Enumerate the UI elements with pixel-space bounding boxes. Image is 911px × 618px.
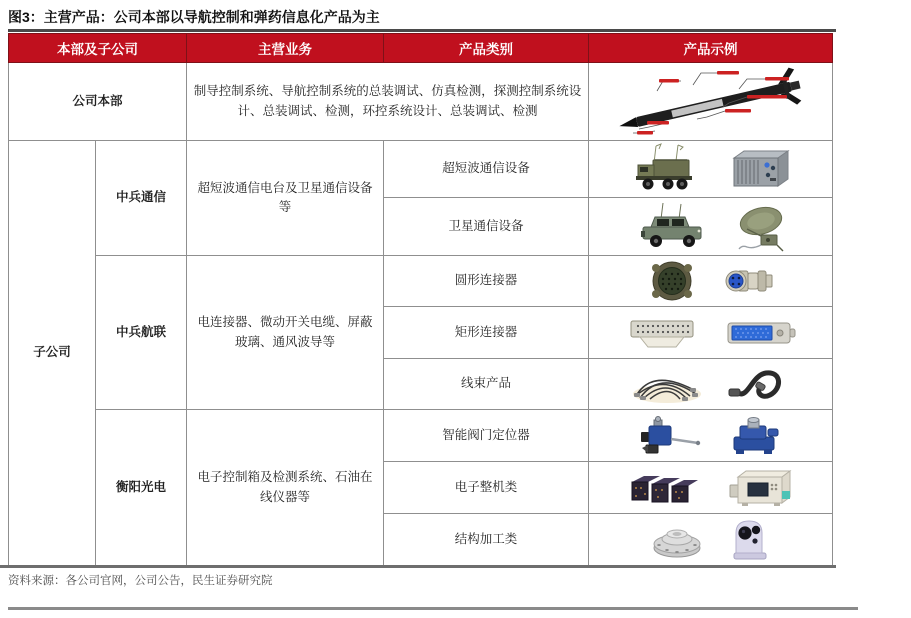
- group-business-hengyangguangdian: 电子控制箱及检测系统、石油在线仪器等: [187, 410, 384, 566]
- example-cell: [589, 307, 833, 359]
- hq-business-cell: 制导控制系统、导航控制系统的总装调试、仿真检测，探测控制系统设计、总装调试、检测，环控系统设计、总装调试、检测: [187, 63, 589, 141]
- header-entity: 本部及子公司: [9, 34, 187, 63]
- camera-housing-icon: [726, 517, 772, 563]
- category-cell: 卫星通信设备: [384, 198, 589, 256]
- example-cell: [589, 256, 833, 307]
- category-cell: 电子整机类: [384, 462, 589, 514]
- header-example: 产品示例: [589, 34, 833, 63]
- example-cell: [589, 514, 833, 566]
- products-table: [8, 33, 833, 566]
- category-cell: 智能阀门定位器: [384, 410, 589, 462]
- category-cell: 圆形连接器: [384, 256, 589, 307]
- subsidiary-span-cell: 子公司: [9, 141, 96, 566]
- example-cell: [589, 198, 833, 256]
- example-cell: [589, 359, 833, 410]
- table-row: [9, 141, 833, 198]
- radio-chassis-icon: [726, 146, 796, 192]
- cable-assembly-icon: [726, 363, 792, 405]
- valve-assembly-icon: [726, 415, 784, 457]
- example-cell: [589, 462, 833, 514]
- table-row: [9, 410, 833, 462]
- header-category: 产品类别: [384, 34, 589, 63]
- table-header-row: [9, 34, 833, 63]
- comm-truck-icon: [626, 143, 704, 195]
- valve-positioner-icon: [638, 414, 704, 458]
- circular-connector-small-icon: [720, 263, 776, 299]
- footer-divider: [8, 607, 858, 610]
- table-bottom-divider: [0, 565, 836, 568]
- instrument-box-icon: [724, 465, 798, 511]
- figure-title: 图3：主营产品：公司本部以导航控制和弹药信息化产品为主: [8, 9, 380, 25]
- machined-part-icon: [650, 519, 704, 561]
- rect-connector-blue-icon: [722, 316, 798, 350]
- source-note: 资料来源：各公司官网，公司公告，民生证券研究院: [8, 575, 273, 587]
- satellite-dish-icon: [733, 201, 791, 253]
- example-cell: [589, 410, 833, 462]
- category-cell: 矩形连接器: [384, 307, 589, 359]
- circular-connector-large-icon: [646, 258, 698, 304]
- table-row: [9, 256, 833, 307]
- missile-diagram-icon: [597, 67, 825, 137]
- group-name-zhongbinghanglian: 中兵航联: [96, 256, 187, 410]
- wire-harness-icon: [630, 364, 704, 404]
- category-cell: 超短波通信设备: [384, 141, 589, 198]
- electronic-modules-icon: [624, 468, 702, 508]
- hq-entity-cell: 公司本部: [9, 63, 187, 141]
- group-business-zhongbinghanglian: 电连接器、微动开关电缆、屏蔽玻璃、通风波导等: [187, 256, 384, 410]
- group-name-zhongbingtongxin: 中兵通信: [96, 141, 187, 256]
- category-cell: 线束产品: [384, 359, 589, 410]
- group-business-zhongbingtongxin: 超短波通信电台及卫星通信设备等: [187, 141, 384, 256]
- rect-connector-silver-icon: [624, 313, 700, 353]
- group-name-hengyangguangdian: 衡阳光电: [96, 410, 187, 566]
- table-row: [9, 63, 833, 141]
- title-divider: [8, 29, 836, 32]
- comm-jeep-icon: [631, 201, 711, 253]
- hq-example-cell: [589, 63, 833, 141]
- category-cell: 结构加工类: [384, 514, 589, 566]
- example-cell: [589, 141, 833, 198]
- header-business: 主营业务: [187, 34, 384, 63]
